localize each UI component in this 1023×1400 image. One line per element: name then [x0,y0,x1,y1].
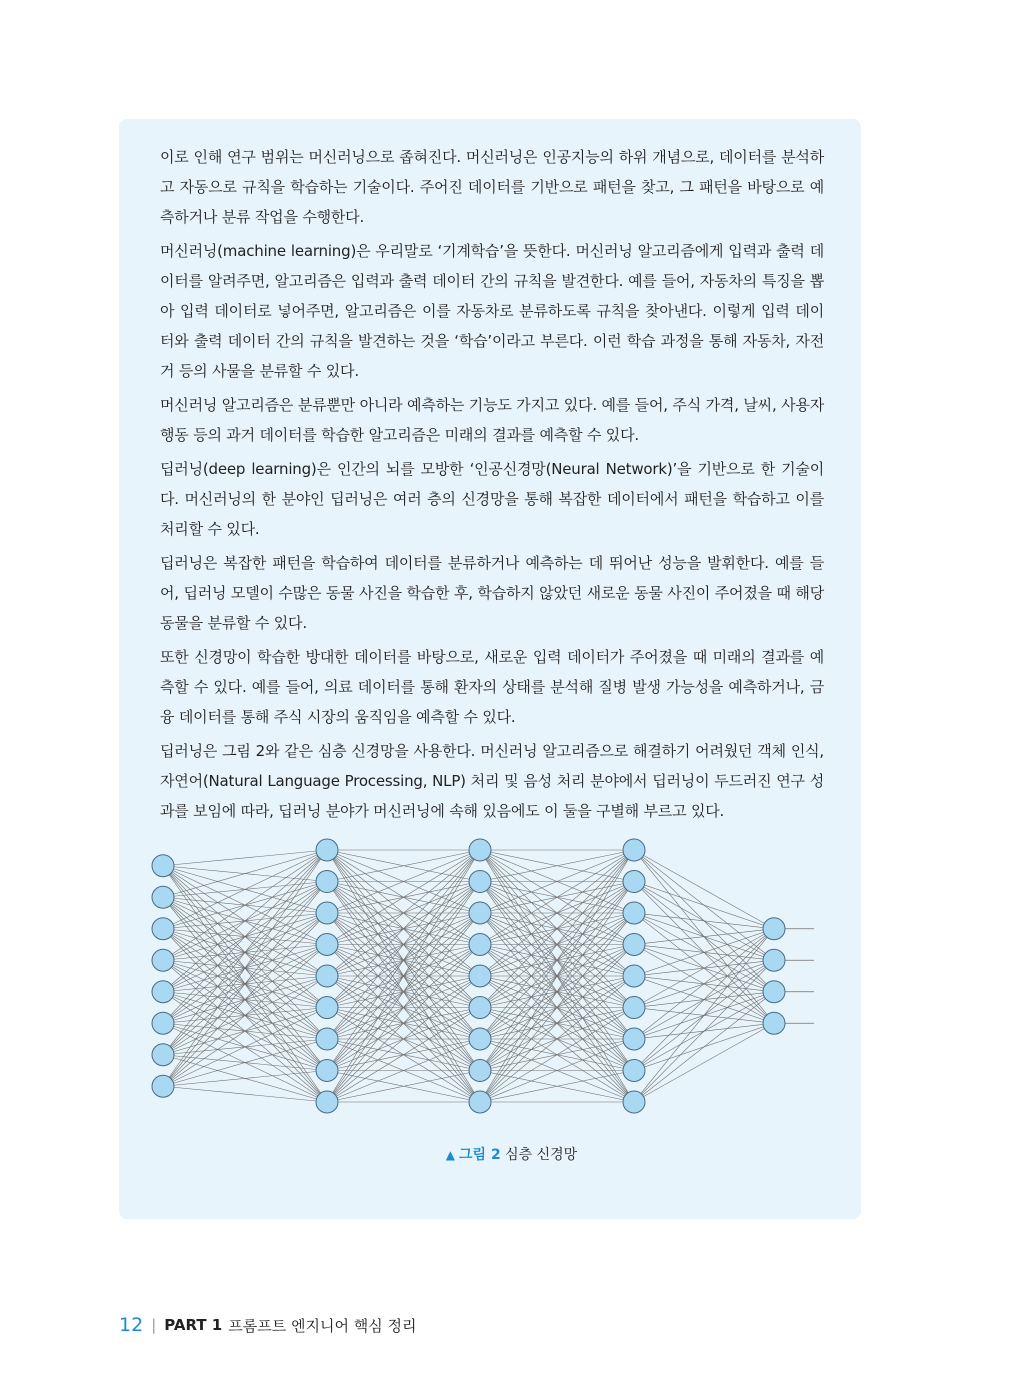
network-edge [163,945,327,1087]
footer-part: PART 1 [164,1316,223,1334]
network-node-layer-5 [763,1012,785,1034]
footer-chapter: 프롬프트 엔지니어 핵심 정리 [228,1316,417,1335]
network-node-layer-1 [152,886,174,908]
network-node-layer-1 [152,949,174,971]
network-edge [634,929,774,976]
network-node-layer-2 [316,871,338,893]
network-edge [163,913,327,1086]
triangle-icon: ▲ [445,1148,456,1162]
network-node-layer-2 [316,965,338,987]
network-edge [163,850,327,992]
page-number: 12 [119,1314,144,1336]
network-edge [163,850,327,897]
footer-separator: | [151,1316,157,1334]
network-node-layer-4 [623,902,645,924]
network-node-layer-4 [623,1028,645,1050]
network-edge [163,850,327,1055]
network-node-layer-1 [152,1075,174,1097]
network-edge [634,929,774,1039]
network-node-layer-5 [763,918,785,940]
paragraph-3: 머신러닝 알고리즘은 분류뿐만 아니라 예측하는 기능도 가지고 있다. 예를 들어, 주식 가격, 날씨, 사용자 행동 등의 과거 데이터를 학습한 알고리즘은 미래의 결과를 예측할 수 있다. [160,396,824,444]
network-node-layer-4 [623,1060,645,1082]
paragraph-4: 딥러닝(deep learning)은 인간의 뇌를 모방한 ‘인공신경망(Neural Network)’을 기반으로 한 기술이다. 머신러닝의 한 분야인 딥러닝은 여러 층의 신경망을 통해 복잡한 데이터에서 패턴을 학습하고 이를 처리할 수 있다. [160,460,824,538]
neural-network-diagram [140,838,840,1128]
network-edge [634,850,774,929]
network-node-layer-4 [623,839,645,861]
network-edge [163,850,327,929]
network-node-layer-2 [316,902,338,924]
network-edge [634,882,774,929]
network-node-layer-4 [623,934,645,956]
network-edge [634,929,774,1102]
body-text [160,142,824,830]
network-node-layer-2 [316,839,338,861]
figure-caption [0,1144,1023,1164]
network-edge [634,913,774,929]
network-edge [163,976,327,1086]
page-footer [119,1314,416,1336]
network-node-layer-3 [469,934,491,956]
network-node-layer-3 [469,997,491,1019]
network-node-layer-3 [469,1028,491,1050]
caption-label: 그림 2 [459,1147,501,1163]
caption-text: 심층 신경망 [505,1147,578,1163]
network-node-layer-3 [469,871,491,893]
network-node-layer-3 [469,1060,491,1082]
network-node-layer-3 [469,1091,491,1113]
network-node-layer-5 [763,949,785,971]
network-edge [163,850,327,1023]
network-edge [163,1039,327,1086]
network-node-layer-4 [623,1091,645,1113]
network-edge [634,960,774,1102]
network-node-layer-4 [623,871,645,893]
paragraph-6: 또한 신경망이 학습한 방대한 데이터를 바탕으로, 새로운 입력 데이터가 주어졌을 때 미래의 결과를 예측할 수 있다. 예를 들어, 의료 데이터를 통해 환자의 상태를 분석해 질병 발생 가능성을 예측하거나, 금융 데이터를 통해 주식 시장의 움직임을 예측할 수 있다. [160,648,824,726]
network-edge [163,1071,327,1087]
paragraph-2: 머신러닝(machine learning)은 우리말로 ‘기계학습’을 뜻한다. 머신러닝 알고리즘에게 입력과 출력 데이터를 알려주면, 알고리즘은 입력과 출력 데이터 간의 규칙을 발견한다. 예를 들어, 자동차의 특징을 뽑아 입력 데이터로 넣어주면, 알고리즘은 이를 자동차로 분류하도록 규칙을 찾아낸다. 이렇게 입력 데이터와 출력 데이터 간의 규칙을 발견하는 것을 ‘학습’이라고 부른다. 이런 학습 과정을 통해 자동차, 자전거 등의 사물을 분류할 수 있다. [160,242,824,380]
neural-network-figure [140,838,840,1128]
network-edge [634,929,774,1071]
network-node-layer-1 [152,1012,174,1034]
network-node-layer-2 [316,1028,338,1050]
network-node-layer-3 [469,902,491,924]
network-edge [634,992,774,1102]
network-node-layer-2 [316,997,338,1019]
network-node-layer-1 [152,1044,174,1066]
network-node-layer-2 [316,934,338,956]
network-edge [163,850,327,1086]
network-node-layer-3 [469,839,491,861]
network-node-layer-4 [623,965,645,987]
paragraph-1: 이로 인해 연구 범위는 머신러닝으로 좁혀진다. 머신러닝은 인공지능의 하위 개념으로, 데이터를 분석하고 자동으로 규칙을 학습하는 기술이다. 주어진 데이터를 기반으로 패턴을 찾고, 그 패턴을 바탕으로 예측하거나 분류 작업을 수행한다. [160,148,824,226]
network-node-layer-3 [469,965,491,987]
network-edge [163,850,327,960]
network-node-layer-4 [623,997,645,1019]
network-edge [163,882,327,1087]
network-edge [634,929,774,945]
network-edge [634,929,774,1008]
network-edge [163,850,327,866]
network-node-layer-2 [316,1060,338,1082]
network-node-layer-1 [152,981,174,1003]
network-edge [634,1023,774,1102]
network-node-layer-1 [152,855,174,877]
network-node-layer-5 [763,981,785,1003]
network-edge [163,1008,327,1087]
network-edge [163,1086,327,1102]
network-node-layer-2 [316,1091,338,1113]
network-node-layer-1 [152,918,174,940]
paragraph-7: 딥러닝은 그림 2와 같은 심층 신경망을 사용한다. 머신러닝 알고리즘으로 해결하기 어려웠던 객체 인식, 자연어(Natural Language Processing, NLP) 처리 및 음성 처리 분야에서 딥러닝이 두드러진 연구 성과를 보임에 따라, 딥러닝 분야가 머신러닝에 속해 있음에도 이 둘을 구별해 부르고 있다. [160,742,824,820]
paragraph-5: 딥러닝은 복잡한 패턴을 학습하여 데이터를 분류하거나 예측하는 데 뛰어난 성능을 발휘한다. 예를 들어, 딥러닝 모델이 수많은 동물 사진을 학습한 후, 학습하지 않았던 새로운 동물 사진이 주어졌을 때 해당 동물을 분류할 수 있다. [160,554,824,632]
